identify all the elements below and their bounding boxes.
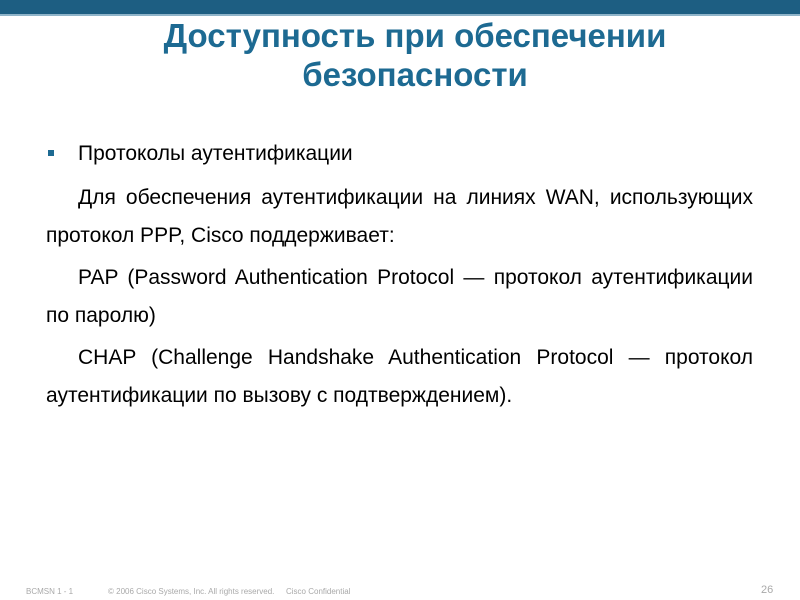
slide-footer (0, 585, 800, 599)
bullet-text: Протоколы аутентификации (78, 142, 353, 165)
footer-confidential: Cisco Confidential (286, 587, 351, 596)
slide-title: Доступность при обеспечении безопасности (163, 17, 667, 93)
paragraph-chap: CHAP (Challenge Handshake Authentication Protocol — протокол аутентификации по вызову с подтверждением). (46, 346, 753, 407)
paragraph-pap: PAP (Password Authentication Protocol — протокол аутентификации по паролю) (46, 266, 753, 327)
bullet-item (46, 138, 753, 170)
page-number: 26 (761, 584, 774, 596)
slide-body (46, 138, 753, 419)
square-bullet-icon (48, 150, 54, 156)
header-bar (0, 0, 800, 16)
footer-course: BCMSN 1 - 1 (26, 587, 74, 596)
footer-copyright: © 2006 Cisco Systems, Inc. All rights reserved. (108, 587, 275, 596)
paragraph-intro: Для обеспечения аутентификации на линиях WAN, использующих протокол PPP, Cisco поддерживает: (46, 186, 753, 247)
